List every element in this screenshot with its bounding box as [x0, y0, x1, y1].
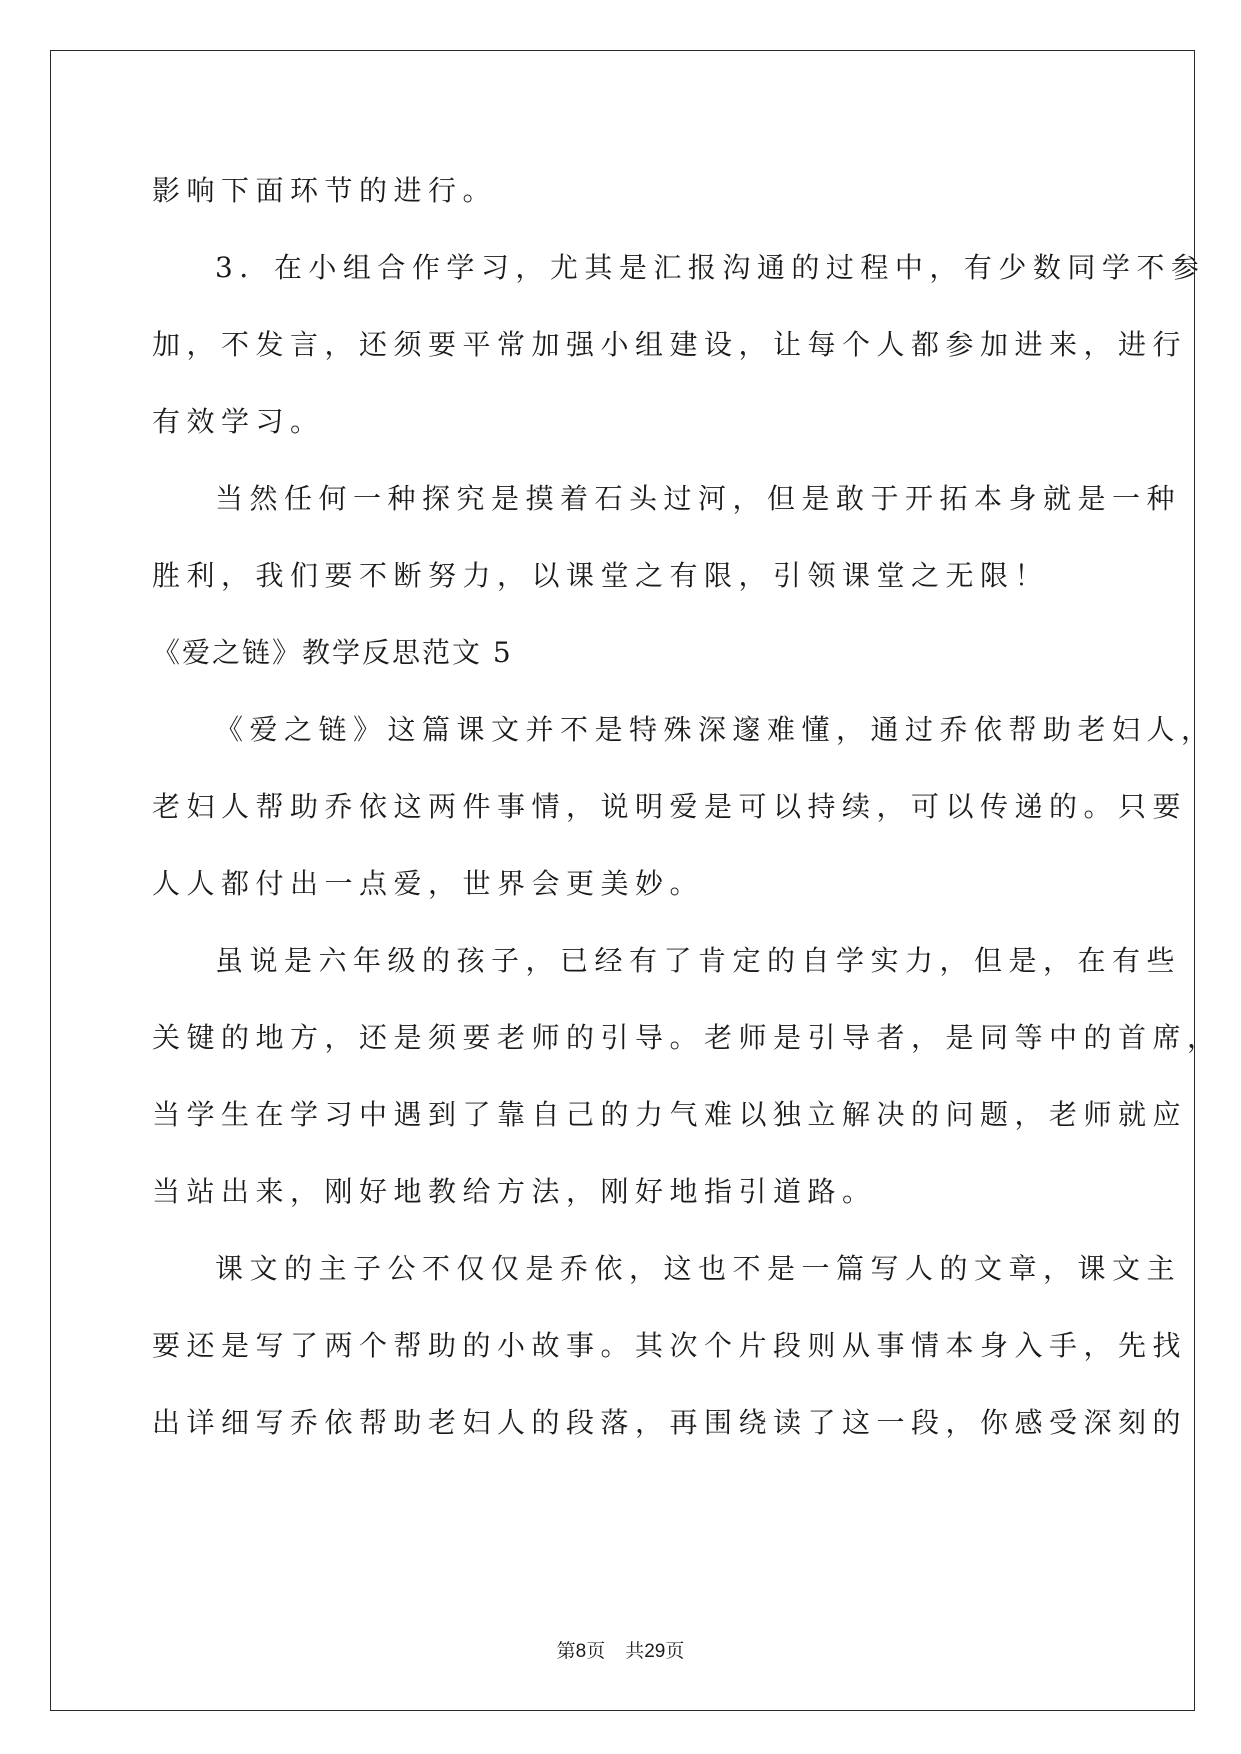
text-line: 影响下面环节的进行。: [152, 174, 498, 207]
total-pages: 29: [644, 1641, 666, 1662]
text-line: 出详细写乔依帮助老妇人的段落，再围绕读了这一段，你感受深刻的: [152, 1406, 1188, 1439]
text-line: 当学生在学习中遇到了靠自己的力气难以独立解决的问题，老师就应: [152, 1098, 1188, 1131]
text-line: 关键的地方，还是须要老师的引导。老师是引导者，是同等中的首席，: [152, 1021, 1222, 1054]
paragraph-start: 课文的主子公不仅仅是乔依，这也不是一篇写人的文章，课文主: [215, 1252, 1182, 1285]
text-line: 老妇人帮助乔依这两件事情，说明爱是可以持续，可以传递的。只要: [152, 790, 1188, 823]
document-body: [152, 152, 1222, 1461]
text-line: 要还是写了两个帮助的小故事。其次个片段则从事情本身入手，先找: [152, 1329, 1188, 1362]
paragraph-start: 《爱之链》这篇课文并不是特殊深邃难懂，通过乔依帮助老妇人，: [215, 713, 1216, 746]
paragraph-start: 虽说是六年级的孩子，已经有了肯定的自学实力，但是，在有些: [215, 944, 1182, 977]
text-line: 当站出来，刚好地教给方法，刚好地指引道路。: [152, 1175, 877, 1208]
paragraph-start: 3．在小组合作学习，尤其是汇报沟通的过程中，有少数同学不参: [215, 251, 1206, 284]
page-prefix: 第: [556, 1640, 576, 1662]
text-line: 加，不发言，还须要平常加强小组建设，让每个人都参加进来，进行: [152, 328, 1188, 361]
page-suffix: 页: [586, 1640, 606, 1662]
page-number: 8: [575, 1641, 587, 1662]
text-line: 人人都付出一点爱，世界会更美妙。: [152, 867, 705, 900]
total-prefix: 共: [625, 1640, 645, 1662]
page-footer: [0, 1636, 1241, 1663]
text-line: 有效学习。: [152, 405, 325, 438]
section-heading: 《爱之链》教学反思范文 5: [152, 636, 513, 669]
paragraph-start: 当然任何一种探究是摸着石头过河，但是敢于开拓本身就是一种: [215, 482, 1182, 515]
text-line: 胜利，我们要不断努力，以课堂之有限，引领课堂之无限！: [152, 559, 1050, 592]
total-suffix: 页: [665, 1640, 685, 1662]
